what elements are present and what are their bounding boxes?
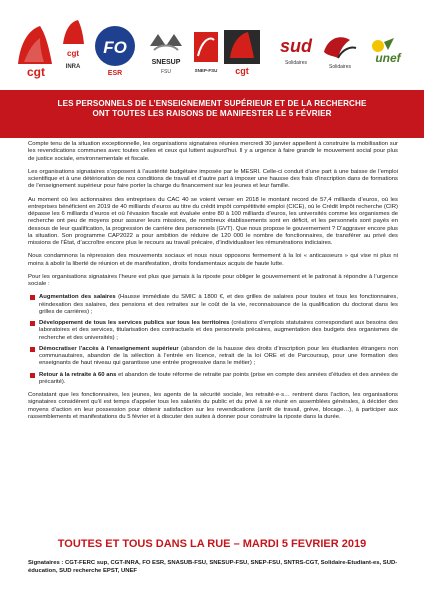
inra-text: INRA — [65, 64, 81, 70]
cgt-logo-text: cgt — [27, 65, 45, 79]
paragraph-demands-intro: Pour les organisations signataires l’heure est plus que jamais à la riposte pour obliger le gouvernement et le patronat à répondre à l’urgence sociale : — [28, 273, 398, 287]
cgt-sntrs-logo — [222, 24, 262, 80]
paragraph-cac40: Au moment où les actionnaires des entreprises du CAC 40 se voient verser en 2018 le montant record de 57,4 milliards d’euros, où les entreprises bénéficient en 2019 de 40 milliards d’euros au titre du crédit impôt compétitivité emploi (CICE), où le Crédit Impôt recherche (CIR) dépasse les 6 milliards d’euros et où l’évasion fiscale est évaluée entre 80 à 100 milliards d’euros, les universités comme les organismes de recherche ont peu de moyens pour assurer leurs missions, de nombreux établissements sont en déficit, et les personnels sont payés en dessous de leur qualification, la progression de carrière des personnels (GVT). Que nous propose le gouvernement ? D’aggraver encore plus la situation. Son programme CAP2022 a pour ambition de réduire de 120 000 le nombre de fonctionnaires, de transférer au privé des missions de l’État, d’accroître encore plus le recours au travail précaire, d’individualiser les rémunérations indiciaires. — [28, 196, 398, 246]
sud-logo-graphic — [276, 24, 316, 76]
cgt-sntrs-logo-graphic — [222, 24, 262, 80]
snesup-text: SNESUP — [151, 59, 181, 66]
signatories: Signataires : CGT-FERC sup, CGT-INRA, FO ESR, SNASUB-FSU, SNESUP-FSU, SNEP-FSU, SNTRS-CGT, Solidaire-Etudiant-es, SUD-éducation, SUD recherche EPST, UNEF — [28, 560, 398, 574]
solidaires-logo-graphic — [320, 28, 360, 74]
cgt-logo-graphic — [14, 24, 58, 82]
paragraph-repression: Nous condamnons la répression des mouvements sociaux et nous nous opposons fermement à la loi « anticasseurs » qui vise ni plus ni moins à abolir la liberté de réunion et de manifestation, droits fondamentaux acquis de haute lutte. — [28, 253, 398, 267]
cgt-inra-logo — [60, 18, 86, 80]
snesup-logo-graphic — [144, 26, 188, 80]
red-square-bullet-icon — [30, 295, 35, 300]
demand-item-public-services — [28, 320, 398, 342]
demand-title: Démocratiser l’accès à l’enseignement supérieur — [39, 345, 179, 352]
banner-title-line-2: ONT TOUTES LES RAISONS DE MANIFESTER LE 5 FÉVRIER — [92, 109, 332, 119]
fo-text: FO — [103, 38, 127, 57]
fo-logo-graphic — [92, 20, 138, 80]
logo-strip — [0, 0, 424, 88]
paragraph-austerity: Les organisations signataires s’opposent à l’austérité budgétaire imposée par le MESRI. Celle-ci conduit d’une part à une baisse de l’emploi scientifique et à une détérioration de nos conditions de travail et d’autre part à imposer une hausse des frais d’inscription dans de formations de l’enseignement supérieur pour faire porter la charge du financement sur les jeunes et leur famille. — [28, 168, 398, 190]
solidaires-logo — [320, 28, 360, 74]
svg-text:cgt: cgt — [67, 49, 79, 58]
paragraph-intro: Compte tenu de la situation exceptionnelle, les organisations signataires réunies mercredi 30 janvier appellent à construire la mobilisation sur les revendications communes avec toutes celles et ceux qui luttent aujourd’hui. Il y a urgence à faire grandir le mouvement social pour plus de justice sociale, environnementale et fiscale. — [28, 141, 398, 162]
cgt-inra-logo-graphic — [60, 18, 86, 80]
red-square-bullet-icon — [30, 373, 35, 378]
snep-text: SNEP-FSU — [194, 68, 218, 73]
unef-logo-graphic — [364, 28, 410, 72]
paragraph-call-to-action: Constatant que les fonctionnaires, les jeunes, les agents de la sécurité sociale, les retraité·e·s… rentrent dans l’action, les organisations signataires considèrent qu’il est temps d’appeler tous les salariés du public et du privé à se réunir en assemblées générales, à décider des moyens d’action en leur possession pour obtenir satisfaction sur les revendications (arrêt de travail, grève, blocage…), à participer aux rassemblements et manifestations du 5 février et à discuter des suites à donner pour construire la riposte dans la durée. — [28, 392, 398, 420]
fo-esr-logo — [92, 20, 138, 80]
demand-item-salaries — [28, 294, 398, 316]
snesup-sub-text: FSU — [161, 69, 171, 75]
snep-fsu-logo — [192, 26, 220, 78]
title-banner — [0, 90, 424, 138]
demand-title: Augmentation des salaires — [39, 294, 116, 301]
sud-sub-text: Solidaires — [285, 60, 307, 66]
red-square-bullet-icon — [30, 321, 35, 326]
snesup-logo — [144, 26, 188, 80]
red-square-bullet-icon — [30, 347, 35, 352]
sud-logo — [276, 24, 316, 76]
snep-logo-graphic — [192, 26, 220, 78]
demands-list — [28, 294, 398, 386]
demand-text: (abandon de la hausse des droits d’inscription pour les étudiantes étrangers non communautaires, abandon de la sélection à l’entrée en licence, retrait de la loi ORE et de Parcoursup, pour une formation des enseignants de haut niveau qui garantisse une entrée progressive dans le métier) ; — [39, 345, 398, 367]
cgt-logo — [14, 24, 58, 82]
demand-item-higher-education — [28, 346, 398, 368]
svg-text:cgt: cgt — [235, 66, 249, 76]
sud-text: sud — [279, 36, 313, 56]
fo-sub-text: ESR — [107, 70, 123, 77]
unef-text: unef — [375, 51, 401, 65]
demand-text: (Hausse immédiate du SMIC à 1800 €, et des grilles de salaires pour toutes et tous les fonctionnaires, réindexation des salaires, des pensions et des retraites sur le coût de la vie, reconnaissance de la qualification du doctorat dans les grilles de carrières) ; — [39, 294, 398, 315]
banner-title-line-1: LES PERSONNELS DE L’ENSEIGNEMENT SUPÉRIEUR ET DE LA RECHERCHE — [57, 99, 367, 108]
demand-item-retirement — [28, 372, 398, 387]
demand-text: et abandon de toute réforme de retraite par points (prise en compte des années d’études et des années de précarité). — [39, 371, 398, 385]
demand-text: (créations d’emplois statutaires correspondant aux besoins des laboratoires et des services, titularisation des contractuels et des personnels précaires, augmentation des budgets des organismes de recherche et des universités) ; — [39, 320, 398, 341]
unef-logo — [364, 28, 410, 72]
tract-body — [28, 141, 398, 427]
demand-title: Développement de tous les services publics sur tous les territoires — [39, 320, 230, 326]
solidaires-text: Solidaires — [329, 64, 351, 70]
strike-callout: TOUTES ET TOUS DANS LA RUE – MARDI 5 FEVRIER 2019 — [57, 538, 367, 550]
demand-title: Retour à la retraite à 60 ans — [39, 371, 117, 378]
